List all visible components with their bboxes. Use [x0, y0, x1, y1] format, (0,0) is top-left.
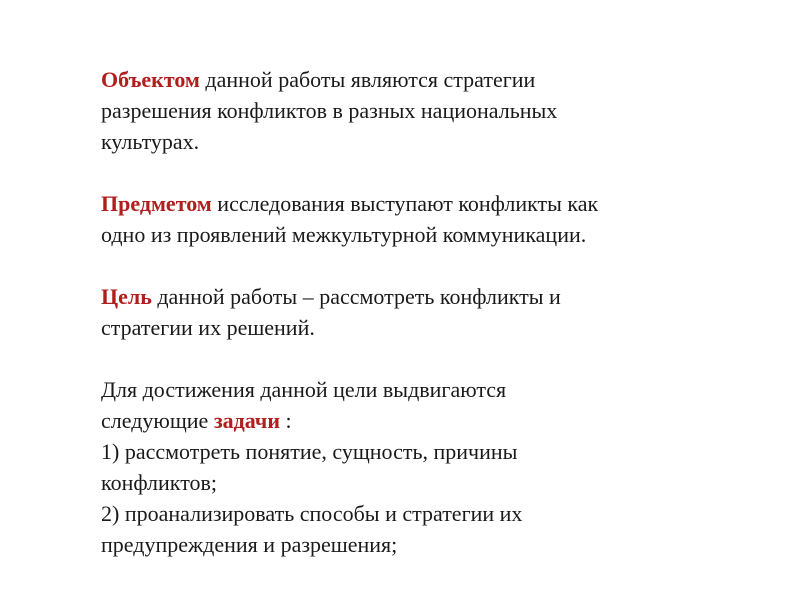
tasks-intro-prefix: следующие — [101, 408, 214, 433]
goal-line-2: стратегии их решений. — [101, 315, 315, 340]
task-item-2-line-2: предупреждения и разрешения; — [101, 532, 398, 557]
goal-line-1 — [101, 281, 761, 312]
tasks-intro-suffix: : — [280, 408, 292, 433]
object-keyword: Объектом — [101, 67, 200, 92]
object-paragraph — [101, 64, 761, 157]
subject-paragraph — [101, 188, 761, 250]
object-line-3: культурах. — [101, 129, 200, 154]
object-text-1: данной работы являются стратегии — [199, 67, 536, 92]
goal-keyword: Цель — [101, 284, 152, 309]
subject-line-2: одно из проявлений межкультурной коммуникации. — [101, 222, 587, 247]
tasks-intro-line-1: Для достижения данной цели выдвигаются — [101, 377, 507, 402]
subject-keyword: Предметом — [101, 191, 212, 216]
tasks-keyword: задачи — [213, 408, 280, 433]
subject-line-1 — [101, 188, 761, 219]
object-line-2: разрешения конфликтов в разных национальных — [101, 98, 558, 123]
task-item-2-line-1: 2) проанализировать способы и стратегии их — [101, 501, 523, 526]
slide-body — [101, 64, 761, 560]
task-item-1-line-2: конфликтов; — [101, 470, 218, 495]
object-line-1 — [101, 64, 761, 95]
tasks-paragraph — [101, 374, 761, 560]
goal-text-1: данной работы – рассмотреть конфликты и — [151, 284, 561, 309]
subject-text-1: исследования выступают конфликты как — [211, 191, 599, 216]
goal-paragraph — [101, 281, 761, 343]
task-item-1-line-1: 1) рассмотреть понятие, сущность, причины — [101, 439, 518, 464]
tasks-intro-line-2 — [101, 405, 761, 436]
